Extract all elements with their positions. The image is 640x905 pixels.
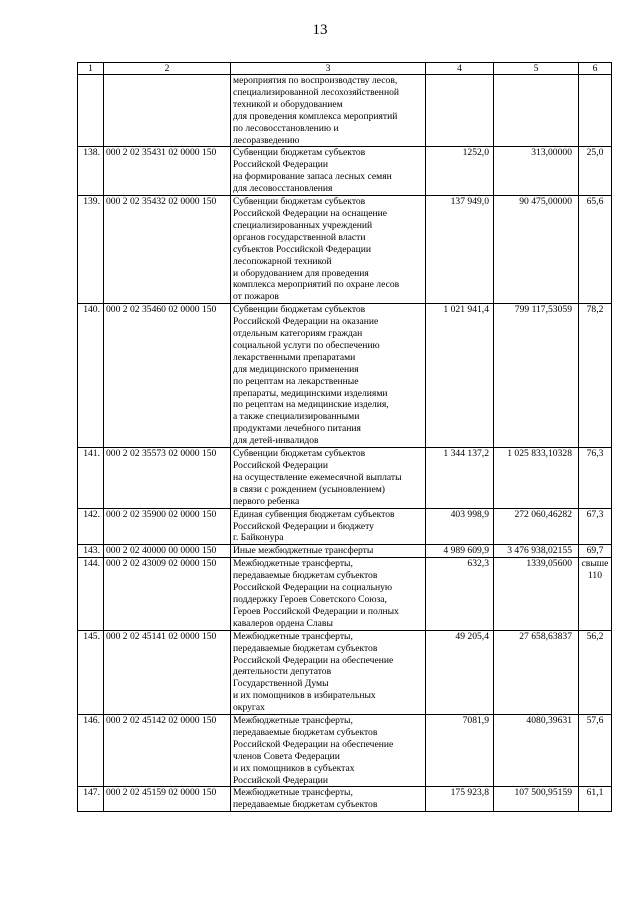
- budget-code: 000 2 02 40000 00 0000 150: [104, 545, 231, 558]
- planned-amount: 137 949,0: [426, 196, 494, 304]
- actual-amount: [494, 75, 579, 147]
- actual-amount: 1 025 833,10328: [494, 448, 579, 509]
- item-name: Субвенции бюджетам субъектов Российской Федерации на оказание отдельным категориям граждан социальной услуги по обеспечению лекарственными препаратами для медицинского применения по рецептам на лекарственные препараты, медицинскими изделиями по рецептам на медицинские изделия, а также специализированными продуктами лечебного питания для детей-инвалидов: [231, 304, 426, 448]
- item-name: мероприятия по воспроизводству лесов, специализированной лесохозяйственной техникой и оборудованием для проведения комплекса мероприятий по лесовосстановлению и лесоразведению: [231, 75, 426, 147]
- budget-code: 000 2 02 35432 02 0000 150: [104, 196, 231, 304]
- actual-amount: 1339,05600: [494, 558, 579, 630]
- table-row: [78, 448, 612, 509]
- item-name: Субвенции бюджетам субъектов Российской Федерации на осуществление ежемесячной выплаты в связи с рождением (усыновлением) первого ребенка: [231, 448, 426, 509]
- planned-amount: 4 989 609,9: [426, 545, 494, 558]
- actual-amount: 107 500,95159: [494, 787, 579, 812]
- budget-code: [104, 75, 231, 147]
- planned-amount: 632,3: [426, 558, 494, 630]
- row-number: 138.: [78, 147, 104, 196]
- table-row: [78, 558, 612, 630]
- actual-amount: 272 060,46282: [494, 508, 579, 545]
- budget-code: 000 2 02 45142 02 0000 150: [104, 715, 231, 787]
- row-number: 141.: [78, 448, 104, 509]
- table-row: [78, 196, 612, 304]
- actual-amount: 313,00000: [494, 147, 579, 196]
- percent-executed: [579, 75, 612, 147]
- actual-amount: 3 476 938,02155: [494, 545, 579, 558]
- header-col-1: 1: [78, 63, 104, 75]
- percent-executed: 56,2: [579, 630, 612, 714]
- actual-amount: 4080,39631: [494, 715, 579, 787]
- row-number: 143.: [78, 545, 104, 558]
- actual-amount: 90 475,00000: [494, 196, 579, 304]
- row-number: 139.: [78, 196, 104, 304]
- header-col-6: 6: [579, 63, 612, 75]
- planned-amount: [426, 75, 494, 147]
- percent-executed: 69,7: [579, 545, 612, 558]
- budget-code: 000 2 02 45141 02 0000 150: [104, 630, 231, 714]
- percent-executed: 76,3: [579, 448, 612, 509]
- planned-amount: 1 344 137,2: [426, 448, 494, 509]
- planned-amount: 7081,9: [426, 715, 494, 787]
- row-number: [78, 75, 104, 147]
- header-col-3: 3: [231, 63, 426, 75]
- item-name: Межбюджетные трансферты, передаваемые бюджетам субъектов: [231, 787, 426, 812]
- table-header-row: [78, 63, 612, 75]
- item-name: Межбюджетные трансферты, передаваемые бюджетам субъектов Российской Федерации на обеспечение деятельности депутатов Государственной Думы и их помощников в избирательных округах: [231, 630, 426, 714]
- header-col-2: 2: [104, 63, 231, 75]
- budget-code: 000 2 02 35900 02 0000 150: [104, 508, 231, 545]
- table-row: [78, 147, 612, 196]
- planned-amount: 49 205,4: [426, 630, 494, 714]
- actual-amount: 799 117,53059: [494, 304, 579, 448]
- page-number: 13: [312, 22, 328, 38]
- budget-code: 000 2 02 45159 02 0000 150: [104, 787, 231, 812]
- row-number: 147.: [78, 787, 104, 812]
- table-row: [78, 75, 612, 147]
- budget-code: 000 2 02 43009 02 0000 150: [104, 558, 231, 630]
- percent-executed: 67,3: [579, 508, 612, 545]
- planned-amount: 175 923,8: [426, 787, 494, 812]
- percent-executed: свыше 110: [579, 558, 612, 630]
- item-name: Субвенции бюджетам субъектов Российской Федерации на формирование запаса лесных семян для лесовосстановления: [231, 147, 426, 196]
- budget-table: [77, 62, 612, 812]
- row-number: 140.: [78, 304, 104, 448]
- row-number: 145.: [78, 630, 104, 714]
- row-number: 142.: [78, 508, 104, 545]
- budget-code: 000 2 02 35573 02 0000 150: [104, 448, 231, 509]
- item-name: Субвенции бюджетам субъектов Российской Федерации на оснащение специализированных учреждений органов государственной власти субъектов Российской Федерации лесопожарной техникой и оборудованием для проведения комплекса мероприятий по охране лесов от пожаров: [231, 196, 426, 304]
- percent-executed: 78,2: [579, 304, 612, 448]
- percent-executed: 57,6: [579, 715, 612, 787]
- header-col-5: 5: [494, 63, 579, 75]
- planned-amount: 1 021 941,4: [426, 304, 494, 448]
- table-row: [78, 787, 612, 812]
- budget-code: 000 2 02 35431 02 0000 150: [104, 147, 231, 196]
- planned-amount: 1252,0: [426, 147, 494, 196]
- table-row: [78, 715, 612, 787]
- percent-executed: 65,6: [579, 196, 612, 304]
- row-number: 144.: [78, 558, 104, 630]
- row-number: 146.: [78, 715, 104, 787]
- item-name: Межбюджетные трансферты, передаваемые бюджетам субъектов Российской Федерации на социальную поддержку Героев Советского Союза, Героев Российской Федерации и полных кавалеров ордена Славы: [231, 558, 426, 630]
- item-name: Иные межбюджетные трансферты: [231, 545, 426, 558]
- budget-code: 000 2 02 35460 02 0000 150: [104, 304, 231, 448]
- table-row: [78, 545, 612, 558]
- planned-amount: 403 998,9: [426, 508, 494, 545]
- item-name: Межбюджетные трансферты, передаваемые бюджетам субъектов Российской Федерации на обеспечение членов Совета Федерации и их помощников в субъектах Российской Федерации: [231, 715, 426, 787]
- item-name: Единая субвенция бюджетам субъектов Российской Федерации и бюджету г. Байконура: [231, 508, 426, 545]
- actual-amount: 27 658,63837: [494, 630, 579, 714]
- table-row: [78, 630, 612, 714]
- percent-executed: 25,0: [579, 147, 612, 196]
- header-col-4: 4: [426, 63, 494, 75]
- table-row: [78, 304, 612, 448]
- table-row: [78, 508, 612, 545]
- percent-executed: 61,1: [579, 787, 612, 812]
